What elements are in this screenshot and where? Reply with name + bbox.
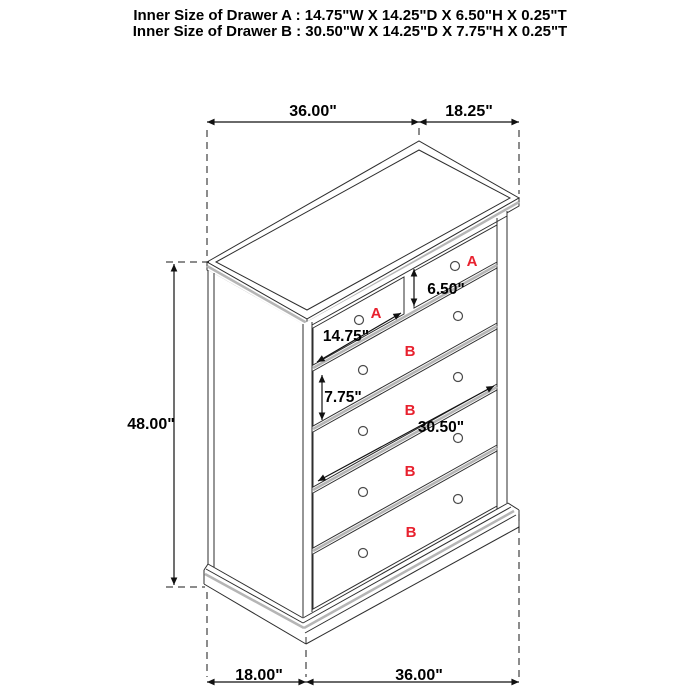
drawer-b4-letter: B	[405, 524, 417, 541]
dim-drawer-a-height-label: 6.50"	[427, 281, 465, 298]
dim-bottom-depth-label: 18.00"	[235, 667, 283, 684]
molding-corner-bevel-right	[508, 503, 519, 510]
dim-height-label: 48.00"	[127, 416, 175, 433]
left-side-panel	[208, 270, 303, 617]
drawer-b-inner-size-text: Inner Size of Drawer B : 30.50"W X 14.25"D X 7.75"H X 0.25"T	[132, 22, 568, 40]
knob-drawer-b2-left[interactable]	[359, 427, 368, 436]
dim-top-width-label: 36.00"	[289, 103, 337, 120]
knob-drawer-a-left[interactable]	[355, 316, 364, 325]
drawer-a-right-letter: A	[466, 253, 478, 270]
knob-drawer-b4-right[interactable]	[454, 495, 463, 504]
drawer-b1-letter: B	[404, 343, 416, 360]
knob-drawer-b1-right[interactable]	[454, 312, 463, 321]
dim-drawer-b-height-label: 7.75"	[324, 389, 362, 406]
drawer-b2-letter: B	[404, 402, 416, 419]
drawer-a-inner-size-text: Inner Size of Drawer A : 14.75"W X 14.25"D X 6.50"H X 0.25"T	[133, 7, 567, 24]
knob-drawer-b3-left[interactable]	[359, 488, 368, 497]
drawer-a-left-letter: A	[370, 305, 382, 322]
dim-drawer-b-width-label: 30.50"	[417, 419, 465, 436]
knob-drawer-b2-right[interactable]	[454, 373, 463, 382]
knob-drawer-a-right[interactable]	[451, 262, 460, 271]
drawer-b3-letter: B	[404, 463, 416, 480]
dim-top-depth-label: 18.25"	[445, 103, 493, 120]
knob-drawer-b1-left[interactable]	[359, 366, 368, 375]
dim-drawer-a-width-label: 14.75"	[322, 328, 370, 345]
knob-drawer-b4-left[interactable]	[359, 549, 368, 558]
dim-bottom-width-label: 36.00"	[395, 667, 443, 684]
